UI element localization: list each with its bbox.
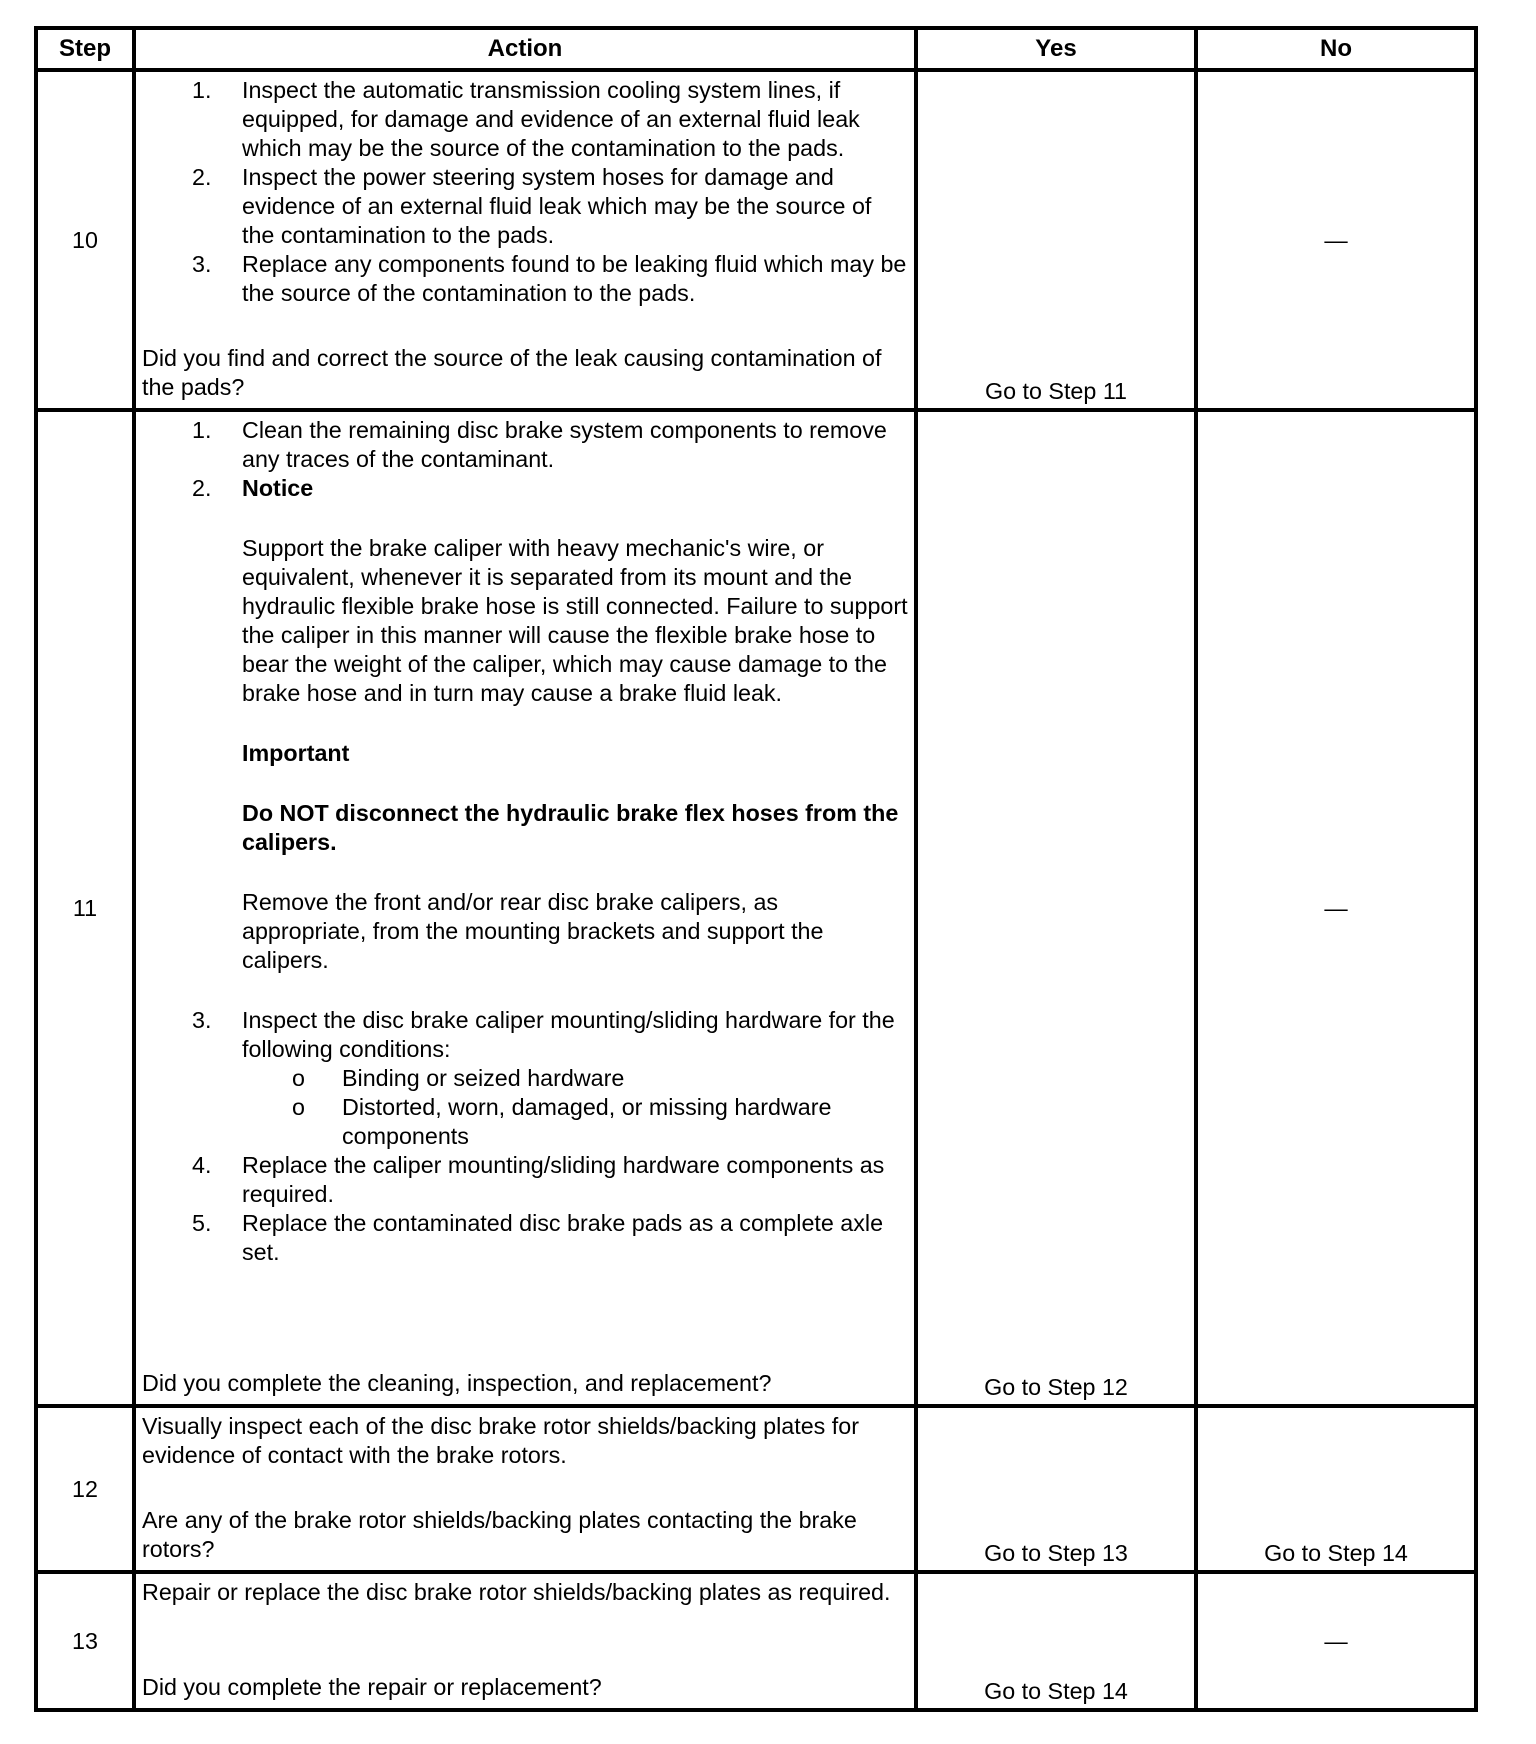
list-item: 1. Inspect the automatic transmission cooling system lines, if equipped, for damage and evidence of an external fluid leak which may be the source of the contamination to the pads.	[192, 77, 860, 161]
yes-cell: Go to Step 11	[916, 70, 1196, 410]
step-number: 11	[36, 410, 134, 1406]
no-cell: —	[1196, 1572, 1476, 1710]
table-row	[36, 1572, 1476, 1710]
no-cell: Go to Step 14	[1196, 1406, 1476, 1572]
yes-cell: Go to Step 13	[916, 1406, 1196, 1572]
list-item: 1. Clean the remaining disc brake system components to remove any traces of the contaminant.	[192, 417, 887, 472]
action-cell	[134, 1406, 916, 1572]
notice-text: Support the brake caliper with heavy mechanic's wire, or equivalent, whenever it is separated from its mount and the hydraulic flexible brake hose is still connected. Failure to support the caliper in this manner will cause the flexible brake hose to bear the weight of the caliper, which may cause damage to the brake hose and in turn may cause a brake fluid leak.	[242, 535, 908, 706]
list-item: 4. Replace the caliper mounting/sliding hardware components as required.	[192, 1152, 885, 1207]
action-list	[142, 416, 908, 1267]
table-row	[36, 70, 1476, 410]
diagnostic-table	[34, 26, 1478, 1712]
action-list	[142, 76, 908, 308]
no-cell: —	[1196, 70, 1476, 410]
condition-item: o Binding or seized hardware	[292, 1065, 625, 1091]
no-cell: —	[1196, 410, 1476, 1406]
step-number: 10	[36, 70, 134, 410]
action-cell	[134, 1572, 916, 1710]
list-item: 3. Inspect the disc brake caliper mounting/sliding hardware for the following conditions: o Binding or seized hardware o Distorted, worn, damaged, or missing hardware components	[142, 1006, 908, 1151]
remove-text: Remove the front and/or rear disc brake calipers, as appropriate, from the mounting brackets and support the calipers.	[242, 889, 824, 973]
question-text: Are any of the brake rotor shields/backing plates contacting the brake rotors?	[142, 1507, 857, 1562]
action-cell	[134, 70, 916, 410]
header-row	[36, 28, 1476, 70]
table-row	[36, 410, 1476, 1406]
table-row	[36, 1406, 1476, 1572]
header-step: Step	[36, 28, 134, 70]
important-title: Important	[242, 740, 350, 766]
list-item: 2. Inspect the power steering system hoses for damage and evidence of an external fluid leak which may be the source of the contamination to the pads.	[192, 164, 872, 248]
list-item: 5. Replace the contaminated disc brake pads as a complete axle set.	[192, 1210, 884, 1265]
condition-list	[142, 1064, 908, 1151]
question-text: Did you find and correct the source of the leak causing contamination of the pads?	[142, 345, 882, 400]
header-yes: Yes	[916, 28, 1196, 70]
question-text: Did you complete the repair or replacement?	[142, 1674, 602, 1700]
important-text: Do NOT disconnect the hydraulic brake flex hoses from the calipers.	[242, 800, 899, 855]
notice-title: Notice	[242, 475, 314, 501]
list-item: 3. Replace any components found to be leaking fluid which may be the source of the contamination to the pads.	[192, 251, 907, 306]
header-no: No	[1196, 28, 1476, 70]
step-number: 13	[36, 1572, 134, 1710]
yes-cell: Go to Step 14	[916, 1572, 1196, 1710]
header-action: Action	[134, 28, 916, 70]
action-text: Repair or replace the disc brake rotor shields/backing plates as required.	[142, 1579, 891, 1605]
action-text: Visually inspect each of the disc brake rotor shields/backing plates for evidence of contact with the brake rotors.	[142, 1413, 859, 1468]
list-item: 2. Notice Support the brake caliper with heavy mechanic's wire, or equivalent, whenever it is separated from its mount and the hydraulic flexible brake hose is still connected. Failure to support the caliper in this manner will cause the flexible brake hose to bear the weight of the caliper, which may cause damage to the brake hose and in turn may cause a brake fluid leak. Important Do NOT disconnect the hydraulic brake flex hoses from the calipers. Remove the front and/or rear disc brake calipers, as appropriate, from the mounting brackets and support the calipers.	[192, 475, 908, 973]
action-cell	[134, 410, 916, 1406]
condition-item: o Distorted, worn, damaged, or missing hardware components	[292, 1094, 832, 1149]
question-text: Did you complete the cleaning, inspection, and replacement?	[142, 1370, 772, 1396]
yes-cell: Go to Step 12	[916, 410, 1196, 1406]
step-number: 12	[36, 1406, 134, 1572]
